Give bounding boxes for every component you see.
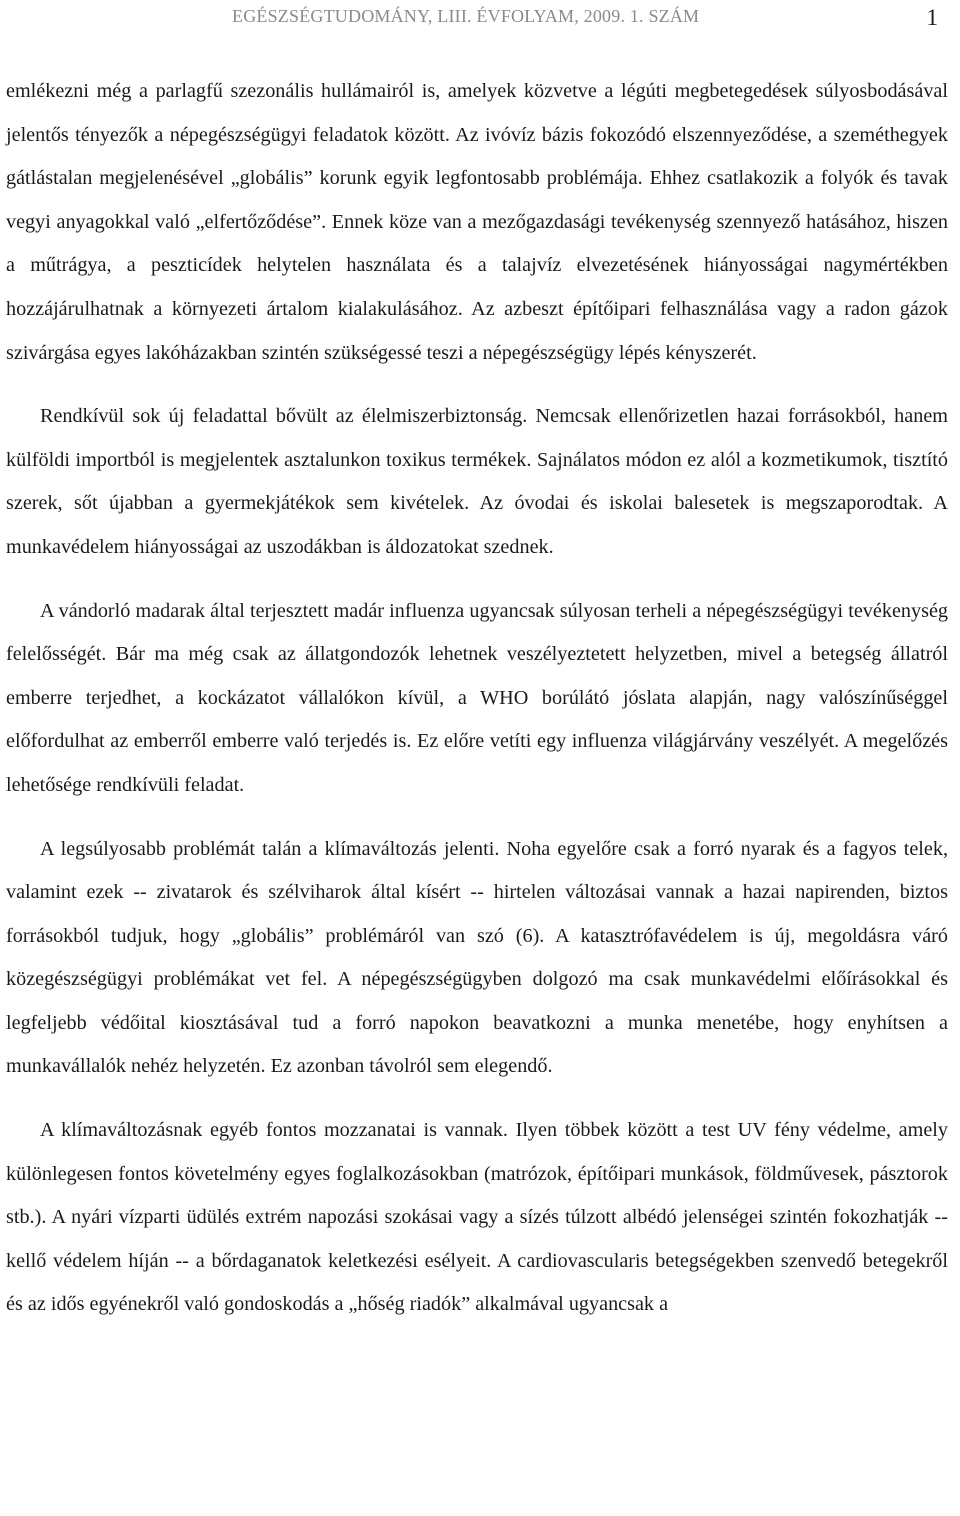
running-header: [0, 0, 960, 40]
paragraph: emlékezni még a parlagfű szezonális hullámairól is, amelyek közvetve a légúti megbetegedések súlyosbodásával jelentős tényezők a népegészségügyi feladatok között. Az ivóvíz bázis fokozódó elszennyeződése, a szeméthegyek gátlástalan megjelenésével „globális” korunk egyik legfontosabb problémája. Ehhez csatlakozik a folyók és tavak vegyi anyagokkal való „elfertőződése”. Ennek köze van a mezőgazdasági tevékenység szennyező hatásához, hiszen a műtrágya, a peszticídek helytelen használata és a talajvíz elvezetésének hiányosságai nagymértékben hozzájárulhatnak a környezeti ártalom kialakulásához. Az azbeszt építőipari felhasználása vagy a radon gázok szivárgása egyes lakóházakban szintén szükségessé teszi a népegészségügy lépés kényszerét.: [6, 80, 948, 364]
journal-title: EGÉSZSÉGTUDOMÁNY, LIII. ÉVFOLYAM, 2009. 1. SZÁM: [232, 6, 700, 26]
paragraph: A legsúlyosabb problémát talán a klímaváltozás jelenti. Noha egyelőre csak a forró nyarak és a fagyos telek, valamint ezek -- zivatarok és szélviharok által kísért -- hirtelen változásai vannak a hazai napirenden, biztos forrásokból tudjuk, hogy „globális” problémáról van szó (6). A katasztrófavédelem is új, megoldásra váró közegészségügyi problémákat vet fel. A népegészségügyben dolgozó ma csak munkavédelmi előírásokkal és legfeljebb védőital kiosztásával tud a forró napokon beavatkozni a munka menetébe, hogy enyhítsen a munkavállalók nehéz helyzetén. Ez azonban távolról sem elegendő.: [6, 837, 948, 1078]
article-body: [6, 70, 948, 1347]
paragraph: A klímaváltozásnak egyéb fontos mozzanatai is vannak. Ilyen többek között a test UV fény védelme, amely különlegesen fontos követelmény egyes foglalkozásokban (matrózok, építőipari munkások, földművesek, pásztorok stb.). A nyári vízparti üdülés extrém napozási szokásai vagy a sízés túlzott albédó jelenségei szintén fokozhatják -- kellő védelem híján -- a bőrdaganatok keletkezési esélyeit. A cardiovascularis betegségekben szenvedő betegekről és az idős egyénekről való gondoskodás a „hőség riadók” alkalmával ugyancsak a: [6, 1119, 948, 1316]
paragraph: A vándorló madarak által terjesztett madár influenza ugyancsak súlyosan terheli a népegészségügyi tevékenység felelősségét. Bár ma még csak az állatgondozók lehetnek veszélyeztetett helyzetben, mivel a betegség állatról emberre terjedhet, a kockázatot vállalókon kívül, a WHO borúlátó jóslata alapján, nagy valószínűséggel előfordulhat az emberről emberre való terjedés is. Ez előre vetíti egy influenza világjárvány veszélyét. A megelőzés lehetősége rendkívüli feladat.: [6, 599, 948, 796]
page-number: 1: [926, 5, 938, 30]
paragraph: Rendkívül sok új feladattal bővült az élelmiszerbiztonság. Nemcsak ellenőrizetlen hazai forrásokból, hanem külföldi importból is megjelentek asztalunkon toxikus termékek. Sajnálatos módon ez alól a kozmetikumok, tisztító szerek, sőt újabban a gyermekjátékok sem kivételek. Az óvodai és iskolai balesetek is megszaporodtak. A munkavédelem hiányosságai az uszodákban is áldozatokat szednek.: [6, 405, 948, 558]
